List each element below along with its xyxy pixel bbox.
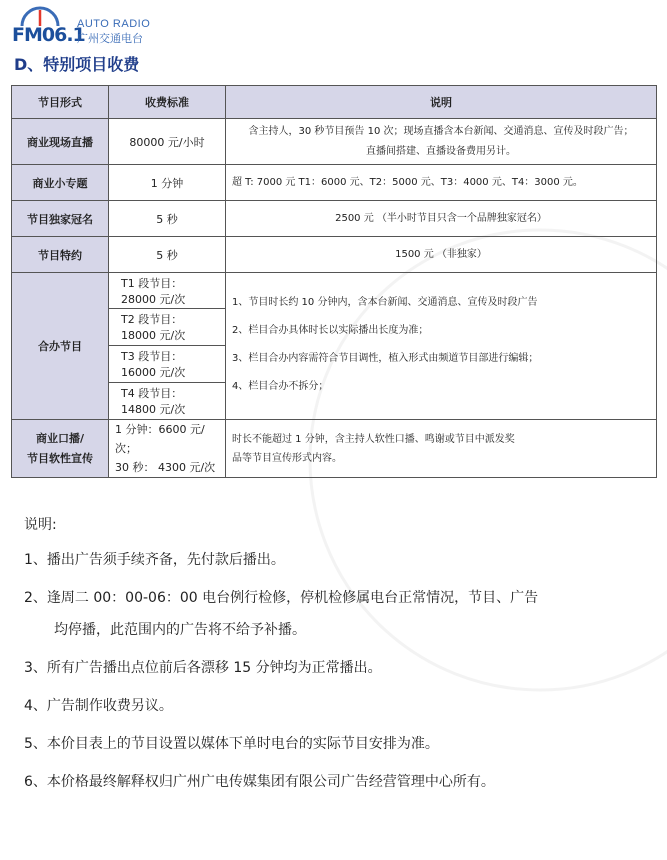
logo-frequency: FM06.1 [12,24,85,46]
row-price: T3 段节目： 16000 元/次 [109,346,226,383]
row-label: 节目独家冠名 [12,201,109,237]
row-label: 节目特约 [12,237,109,273]
row-price: 5 秒 [109,201,226,237]
description-line: 含主持人，30 秒节目预告 10 次；现场直播含本台新闻、交通消息、宣传及时段广告； [248,125,634,137]
row-description [226,420,657,478]
row-price: T4 段节目： 14800 元/次 [109,383,226,420]
row-price: 1 分钟 [109,165,226,201]
row-price: T1 段节目： 28000 元/次 [109,273,226,309]
table-row [12,273,657,309]
description-line: 直播间搭建、直播设备费用另计。 [366,145,516,157]
row-description [226,273,657,420]
label-line: 商业口播/ [35,431,85,445]
note-item: 4、广告制作收费另议。 [24,698,173,714]
row-price: 80000 元/小时 [109,119,226,165]
price-line: 1 分钟：6600 元/次； [115,423,205,455]
price-line: 30 秒： 4300 元/次 [115,461,216,474]
station-logo [12,6,172,46]
row-label: 商业小专题 [12,165,109,201]
note-item: 6、本价格最终解释权归广州广电传媒集团有限公司广告经营管理中心所有。 [24,774,495,790]
notes-section [24,514,654,810]
header-program-type: 节目形式 [12,86,109,119]
table-row [12,237,657,273]
label-line: 节目软性宣传 [27,451,93,465]
note-item: 5、本价目表上的节目设置以媒体下单时电台的实际节目安排为准。 [24,736,439,752]
table-row [12,119,657,165]
description-line: 1、节目时长约 10 分钟内，含本台新闻、交通消息、宣传及时段广告 [232,297,538,308]
description-line: 4、栏目合办不拆分； [232,381,329,392]
note-item: 2、逢周二 00：00-06：00 电台例行检修，停机检修属电台正常情况，节目、广告 [24,590,539,606]
row-description: 2500 元 （半小时节目只含一个品牌独家冠名） [226,201,657,237]
row-price: 5 秒 [109,237,226,273]
description-line: 2、栏目合办具体时长以实际播出长度为准； [232,325,429,336]
note-item: 3、所有广告播出点位前后各漂移 15 分钟均为正常播出。 [24,660,382,676]
row-description: 1500 元 （非独家） [226,237,657,273]
table-header-row [12,86,657,119]
description-line: 时长不能超过 1 分钟，含主持人软性口播、鸣谢或节目中派发奖 [232,433,515,445]
header-price: 收费标准 [109,86,226,119]
section-title: D、特别项目收费 [14,55,140,74]
logo-chinese: 广州交通电台 [77,32,143,45]
note-item-continued: 均停播，此范围内的广告将不给予补播。 [54,622,306,638]
row-price: T2 段节目： 18000 元/次 [109,309,226,346]
description-line: 品等节目宣传形式内容。 [232,452,342,464]
table-row [12,420,657,478]
row-description: 超 T: 7000 元 T1：6000 元、T2：5000 元、T3：4000 元、T4：3000 元。 [226,165,657,201]
table-row [12,201,657,237]
header-description: 说明 [226,86,657,119]
row-label: 合办节目 [12,273,109,420]
description-line: 3、栏目合办内容需符合节目调性，植入形式由频道节目部进行编辑； [232,353,539,364]
row-label: 商业现场直播 [12,119,109,165]
notes-heading: 说明: [24,517,57,533]
row-price [109,420,226,478]
logo-english: AUTO RADIO [77,18,151,30]
row-description [226,119,657,165]
table-row [12,165,657,201]
row-label [12,420,109,478]
fee-table [11,85,657,478]
note-item: 1、播出广告须手续齐备，先付款后播出。 [24,552,285,568]
